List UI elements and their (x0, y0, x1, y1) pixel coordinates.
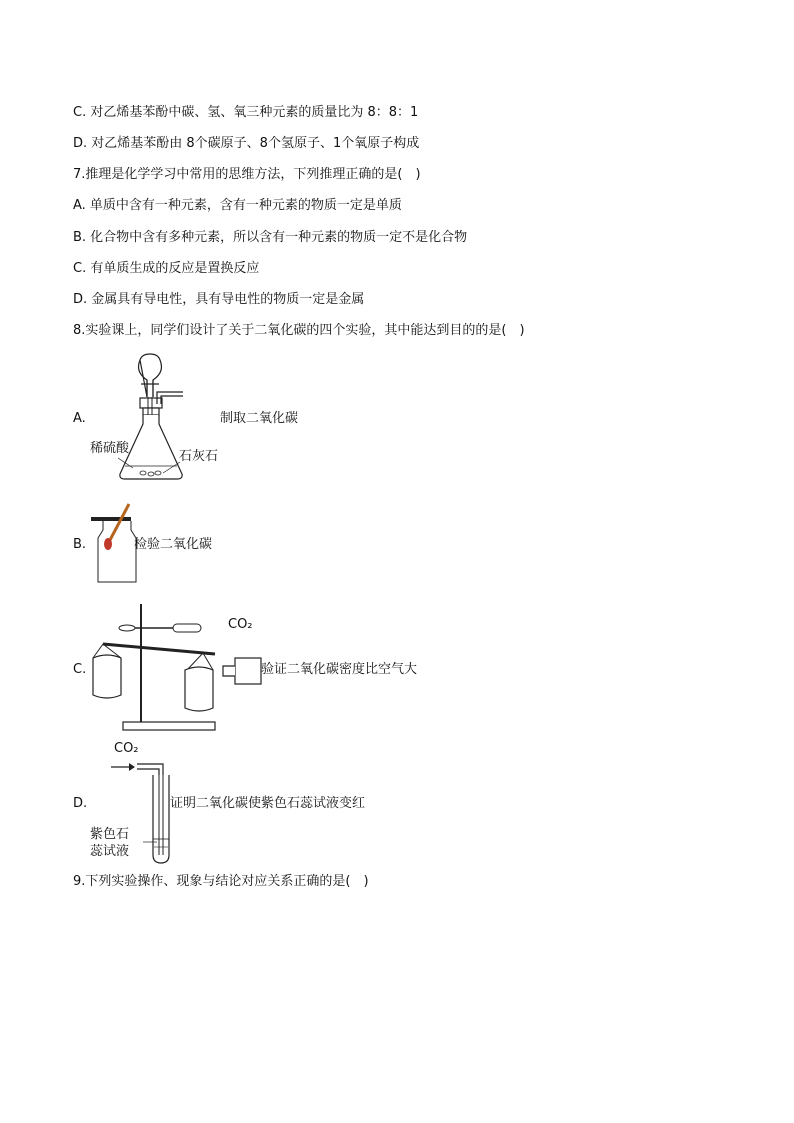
q8-option-c-caption: 验证二氧化碳密度比空气大 (261, 662, 418, 677)
question-9: 9.下列实验操作、现象与结论对应关系正确的是( ) (73, 874, 369, 889)
label-dilute-sulfuric-acid: 稀硫酸 (90, 441, 130, 456)
question-7: 7.推理是化学学习中常用的思维方法，下列推理正确的是( ) (73, 167, 421, 182)
q7-option-b: B. 化合物中含有多种元素，所以含有一种元素的物质一定不是化合物 (73, 230, 468, 245)
label-co2-c: CO₂ (228, 617, 253, 632)
q7-option-c: C. 有单质生成的反应是置换反应 (73, 261, 260, 276)
q7-option-a: A. 单质中含有一种元素，含有一种元素的物质一定是单质 (73, 198, 402, 213)
q8-option-b-caption: 检验二氧化碳 (134, 537, 213, 552)
label-co2-d: CO₂ (114, 741, 139, 756)
q8-option-a-caption: 制取二氧化碳 (220, 411, 299, 426)
option-c-text: C. 对乙烯基苯酚中碳、氢、氧三种元素的质量比为 8：8：1 (73, 105, 419, 120)
label-limestone: 石灰石 (179, 449, 219, 464)
label-litmus-line1: 紫色石 (90, 827, 130, 842)
q8-option-a-letter: A. (73, 411, 86, 426)
q8-option-c-letter: C. (73, 662, 87, 677)
label-litmus-line2: 蕊试液 (90, 844, 130, 859)
q8-option-d-caption: 证明二氧化碳使紫色石蕊试液变红 (170, 796, 366, 811)
q7-option-d: D. 金属具有导电性，具有导电性的物质一定是金属 (73, 292, 365, 307)
q8-option-d-letter: D. (73, 796, 88, 811)
question-8: 8.实验课上，同学们设计了关于二氧化碳的四个实验，其中能达到目的的是( ) (73, 323, 525, 338)
option-d-text: D. 对乙烯基苯酚由 8个碳原子、8个氢原子、1个氧原子构成 (73, 136, 420, 151)
q8-option-b-letter: B. (73, 537, 87, 552)
